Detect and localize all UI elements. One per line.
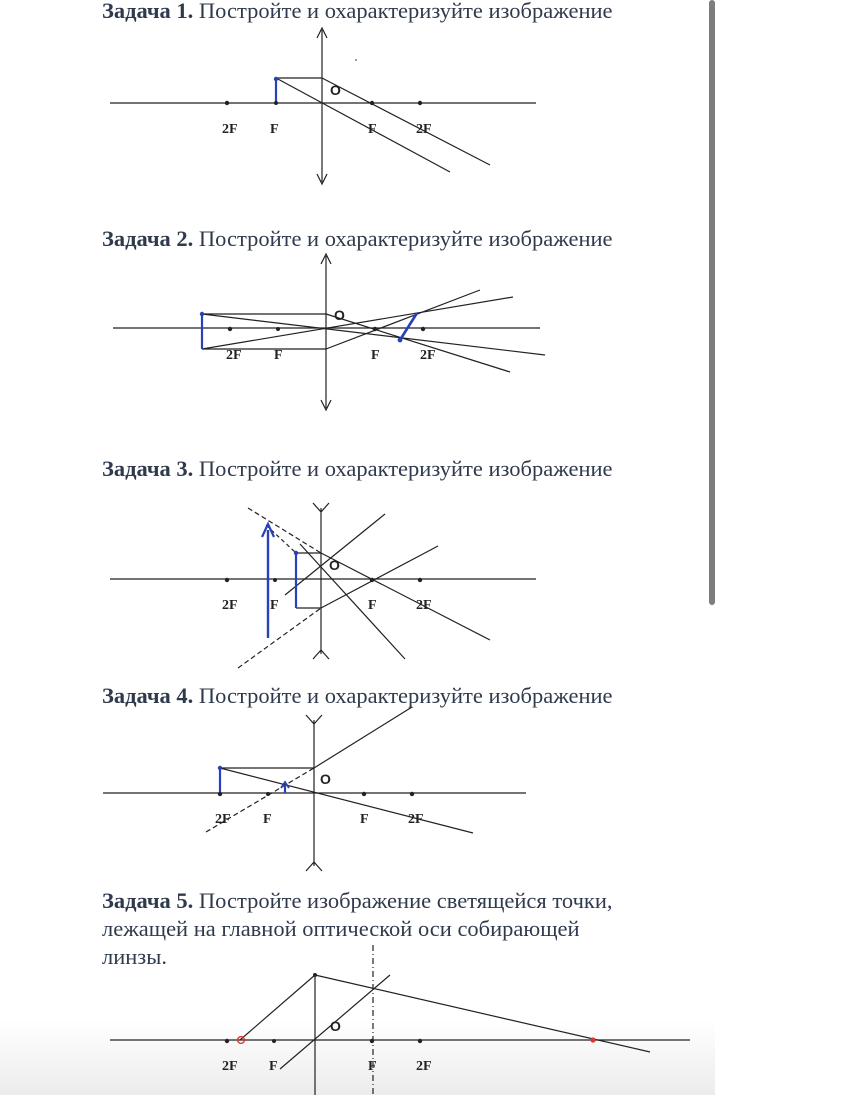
label-o: O bbox=[320, 771, 331, 787]
label-2f-right: 2F bbox=[420, 348, 436, 363]
label-f-left: F bbox=[263, 812, 272, 827]
task-1-title: Задача 1. bbox=[102, 0, 194, 23]
label-2f-right: 2F bbox=[416, 1059, 432, 1074]
diagram-1-points bbox=[225, 59, 422, 105]
label-f-right: F bbox=[368, 122, 377, 137]
diagram-1 bbox=[110, 28, 536, 184]
task-3-text: Постройте и охарактеризуйте изображение bbox=[198, 456, 613, 481]
diagram-2 bbox=[113, 254, 545, 410]
label-2f-right: 2F bbox=[416, 122, 432, 137]
label-2f-right: 2F bbox=[408, 812, 424, 827]
label-f-right: F bbox=[368, 1059, 377, 1074]
label-o: O bbox=[329, 557, 340, 573]
task-5-text: Постройте изображение светящейся точки, bbox=[198, 888, 613, 913]
label-f-left: F bbox=[270, 122, 279, 137]
label-f-left: F bbox=[269, 1059, 278, 1074]
label-2f-left: 2F bbox=[226, 348, 242, 363]
label-f-right: F bbox=[368, 598, 377, 613]
label-f-right: F bbox=[360, 812, 369, 827]
task-5-text-line3: линзы. bbox=[102, 944, 167, 969]
task-4-title: Задача 4. bbox=[102, 683, 194, 708]
label-2f-right: 2F bbox=[416, 598, 432, 613]
label-2f-left: 2F bbox=[215, 812, 231, 827]
label-f-left: F bbox=[270, 598, 279, 613]
diagram-4-points bbox=[218, 766, 414, 796]
task-5-text-line2: лежащей на главной оптической оси собирающей bbox=[102, 916, 580, 941]
label-f-left: F bbox=[274, 348, 283, 363]
task-2-text: Постройте и охарактеризуйте изображение bbox=[198, 226, 613, 251]
label-2f-left: 2F bbox=[222, 1059, 238, 1074]
label-o: O bbox=[330, 82, 341, 98]
diagram-4 bbox=[103, 707, 526, 871]
label-o: O bbox=[334, 307, 345, 323]
ray-refracted bbox=[322, 78, 490, 165]
diagram-5-points bbox=[225, 973, 596, 1043]
diagram-5 bbox=[110, 945, 690, 1095]
task-1-text: Постройте и охарактеризуйте изображение bbox=[198, 0, 613, 23]
task-3-title: Задача 3. bbox=[102, 456, 194, 481]
label-2f-left: 2F bbox=[222, 122, 238, 137]
diagram-3 bbox=[110, 503, 536, 668]
task-5-title: Задача 5. bbox=[102, 888, 194, 913]
label-o: O bbox=[330, 1018, 341, 1034]
label-2f-left: 2F bbox=[222, 598, 238, 613]
diagram-3-points bbox=[225, 551, 422, 582]
task-4-text: Постройте и охарактеризуйте изображение bbox=[198, 683, 613, 708]
task-2-title: Задача 2. bbox=[102, 226, 194, 251]
label-f-right: F bbox=[371, 348, 380, 363]
